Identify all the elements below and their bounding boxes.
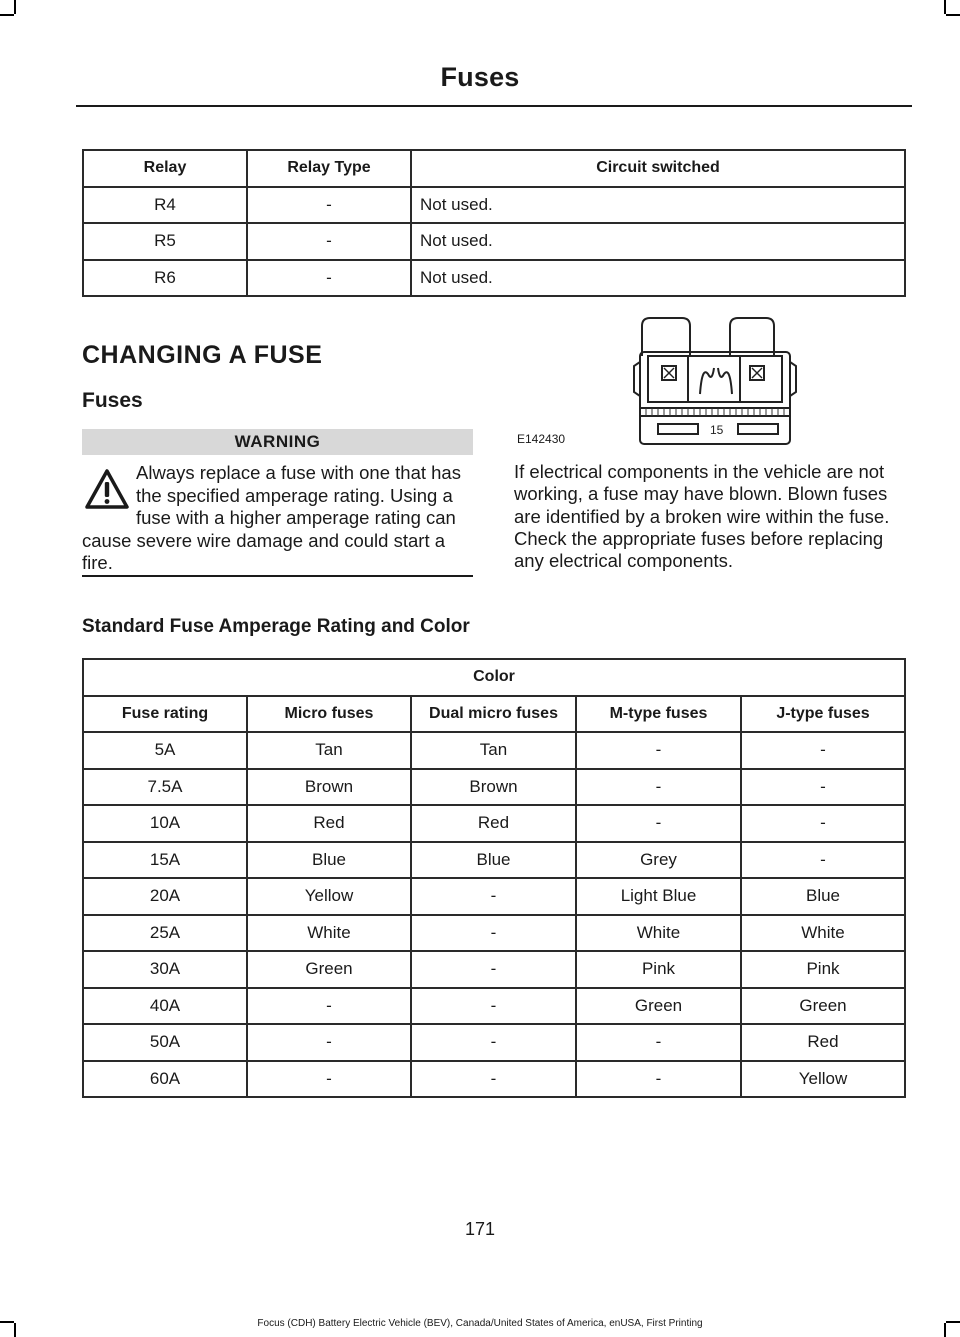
section-subtitle: Fuses [82,389,143,412]
table-cell: White [741,915,905,952]
table-row [83,732,905,769]
table-cell: Pink [741,951,905,988]
table-cell: - [741,732,905,769]
table-cell: Red [247,805,411,842]
table-cell: - [576,1061,741,1098]
table-cell: - [576,1024,741,1061]
table-cell: Not used. [411,223,905,260]
color-group-header: Color [83,659,905,696]
fuse-header-m-type: M-type fuses [576,696,741,733]
table-cell: - [411,878,576,915]
fuse-table-title: Standard Fuse Amperage Rating and Color [82,616,470,637]
table-cell: - [741,805,905,842]
table-cell: - [411,988,576,1025]
relay-table [82,149,906,297]
table-cell: 10A [83,805,247,842]
fuse-header-j-type: J-type fuses [741,696,905,733]
table-cell: 50A [83,1024,247,1061]
table-cell: - [247,223,411,260]
body-paragraph: If electrical components in the vehicle are not working, a fuse may have blown. Blown fuses are identified by a broken wire within the fuse. Check the appropriate fuses before replacing any electrical components. [514,461,890,572]
section-title: CHANGING A FUSE [82,341,323,369]
table-cell: 60A [83,1061,247,1098]
table-cell: - [576,769,741,806]
table-cell: Red [411,805,576,842]
table-cell: R6 [83,260,247,297]
table-row [83,878,905,915]
table-row [83,805,905,842]
table-cell: - [411,1061,576,1098]
illustration-code: E142430 [517,432,566,446]
table-cell: - [411,1024,576,1061]
table-cell: - [576,732,741,769]
table-cell: Yellow [741,1061,905,1098]
table-cell: - [411,915,576,952]
warning-label: WARNING [82,429,473,455]
table-row [83,187,905,224]
fuse-header-dual-micro: Dual micro fuses [411,696,576,733]
table-row [83,915,905,952]
relay-header-type: Relay Type [247,150,411,187]
table-cell: 30A [83,951,247,988]
table-cell: Pink [576,951,741,988]
relay-header-relay: Relay [83,150,247,187]
crop-mark [946,14,960,16]
table-cell: - [576,805,741,842]
table-cell: Blue [741,878,905,915]
table-cell: 20A [83,878,247,915]
page-header [0,62,960,93]
table-cell: 25A [83,915,247,952]
page-number: 171 [464,1219,496,1239]
table-cell: Tan [247,732,411,769]
crop-mark [0,14,14,16]
table-cell: Brown [247,769,411,806]
fuse-illustration [512,312,908,452]
table-row [83,951,905,988]
table-cell: Red [741,1024,905,1061]
crop-mark [944,0,946,14]
fuse-header-micro: Micro fuses [247,696,411,733]
table-cell: - [741,769,905,806]
table-row [83,769,905,806]
table-cell: White [576,915,741,952]
table-cell: 7.5A [83,769,247,806]
table-row [83,223,905,260]
table-cell: Not used. [411,260,905,297]
table-cell: - [247,187,411,224]
table-row [83,1024,905,1061]
table-cell: Green [741,988,905,1025]
table-cell: 40A [83,988,247,1025]
warning-divider [82,575,473,577]
fuse-table [82,658,906,1098]
warning-text: Always replace a fuse with one that has the specified amperage rating. Using a fuse with a higher amperage rating can cause severe wire damage and could start a fire. [82,462,461,573]
table-row [83,260,905,297]
table-cell: - [741,842,905,879]
relay-header-circuit: Circuit switched [411,150,905,187]
table-cell: 5A [83,732,247,769]
fuse-rating-label: 15 [710,423,724,437]
table-cell: R4 [83,187,247,224]
table-cell: - [247,1024,411,1061]
table-cell: Tan [411,732,576,769]
fuse-header-rating: Fuse rating [83,696,247,733]
header-divider [76,105,912,107]
table-cell: 15A [83,842,247,879]
table-cell: Blue [411,842,576,879]
table-cell: Yellow [247,878,411,915]
footer-text: Focus (CDH) Battery Electric Vehicle (BEV), Canada/United States of America, enUSA, First Printing [257,1318,703,1329]
table-cell: - [411,951,576,988]
table-cell: Blue [247,842,411,879]
table-cell: - [247,988,411,1025]
table-cell: White [247,915,411,952]
warning-text-block [82,462,475,575]
table-row [83,1061,905,1098]
crop-mark [14,0,16,14]
table-row [83,988,905,1025]
table-row [83,842,905,879]
table-cell: Light Blue [576,878,741,915]
page-title: Fuses [440,62,520,92]
table-cell: Not used. [411,187,905,224]
table-cell: - [247,1061,411,1098]
table-cell: Green [576,988,741,1025]
table-cell: Grey [576,842,741,879]
table-cell: R5 [83,223,247,260]
table-cell: Brown [411,769,576,806]
table-cell: - [247,260,411,297]
warning-triangle-icon [84,468,130,510]
table-cell: Green [247,951,411,988]
